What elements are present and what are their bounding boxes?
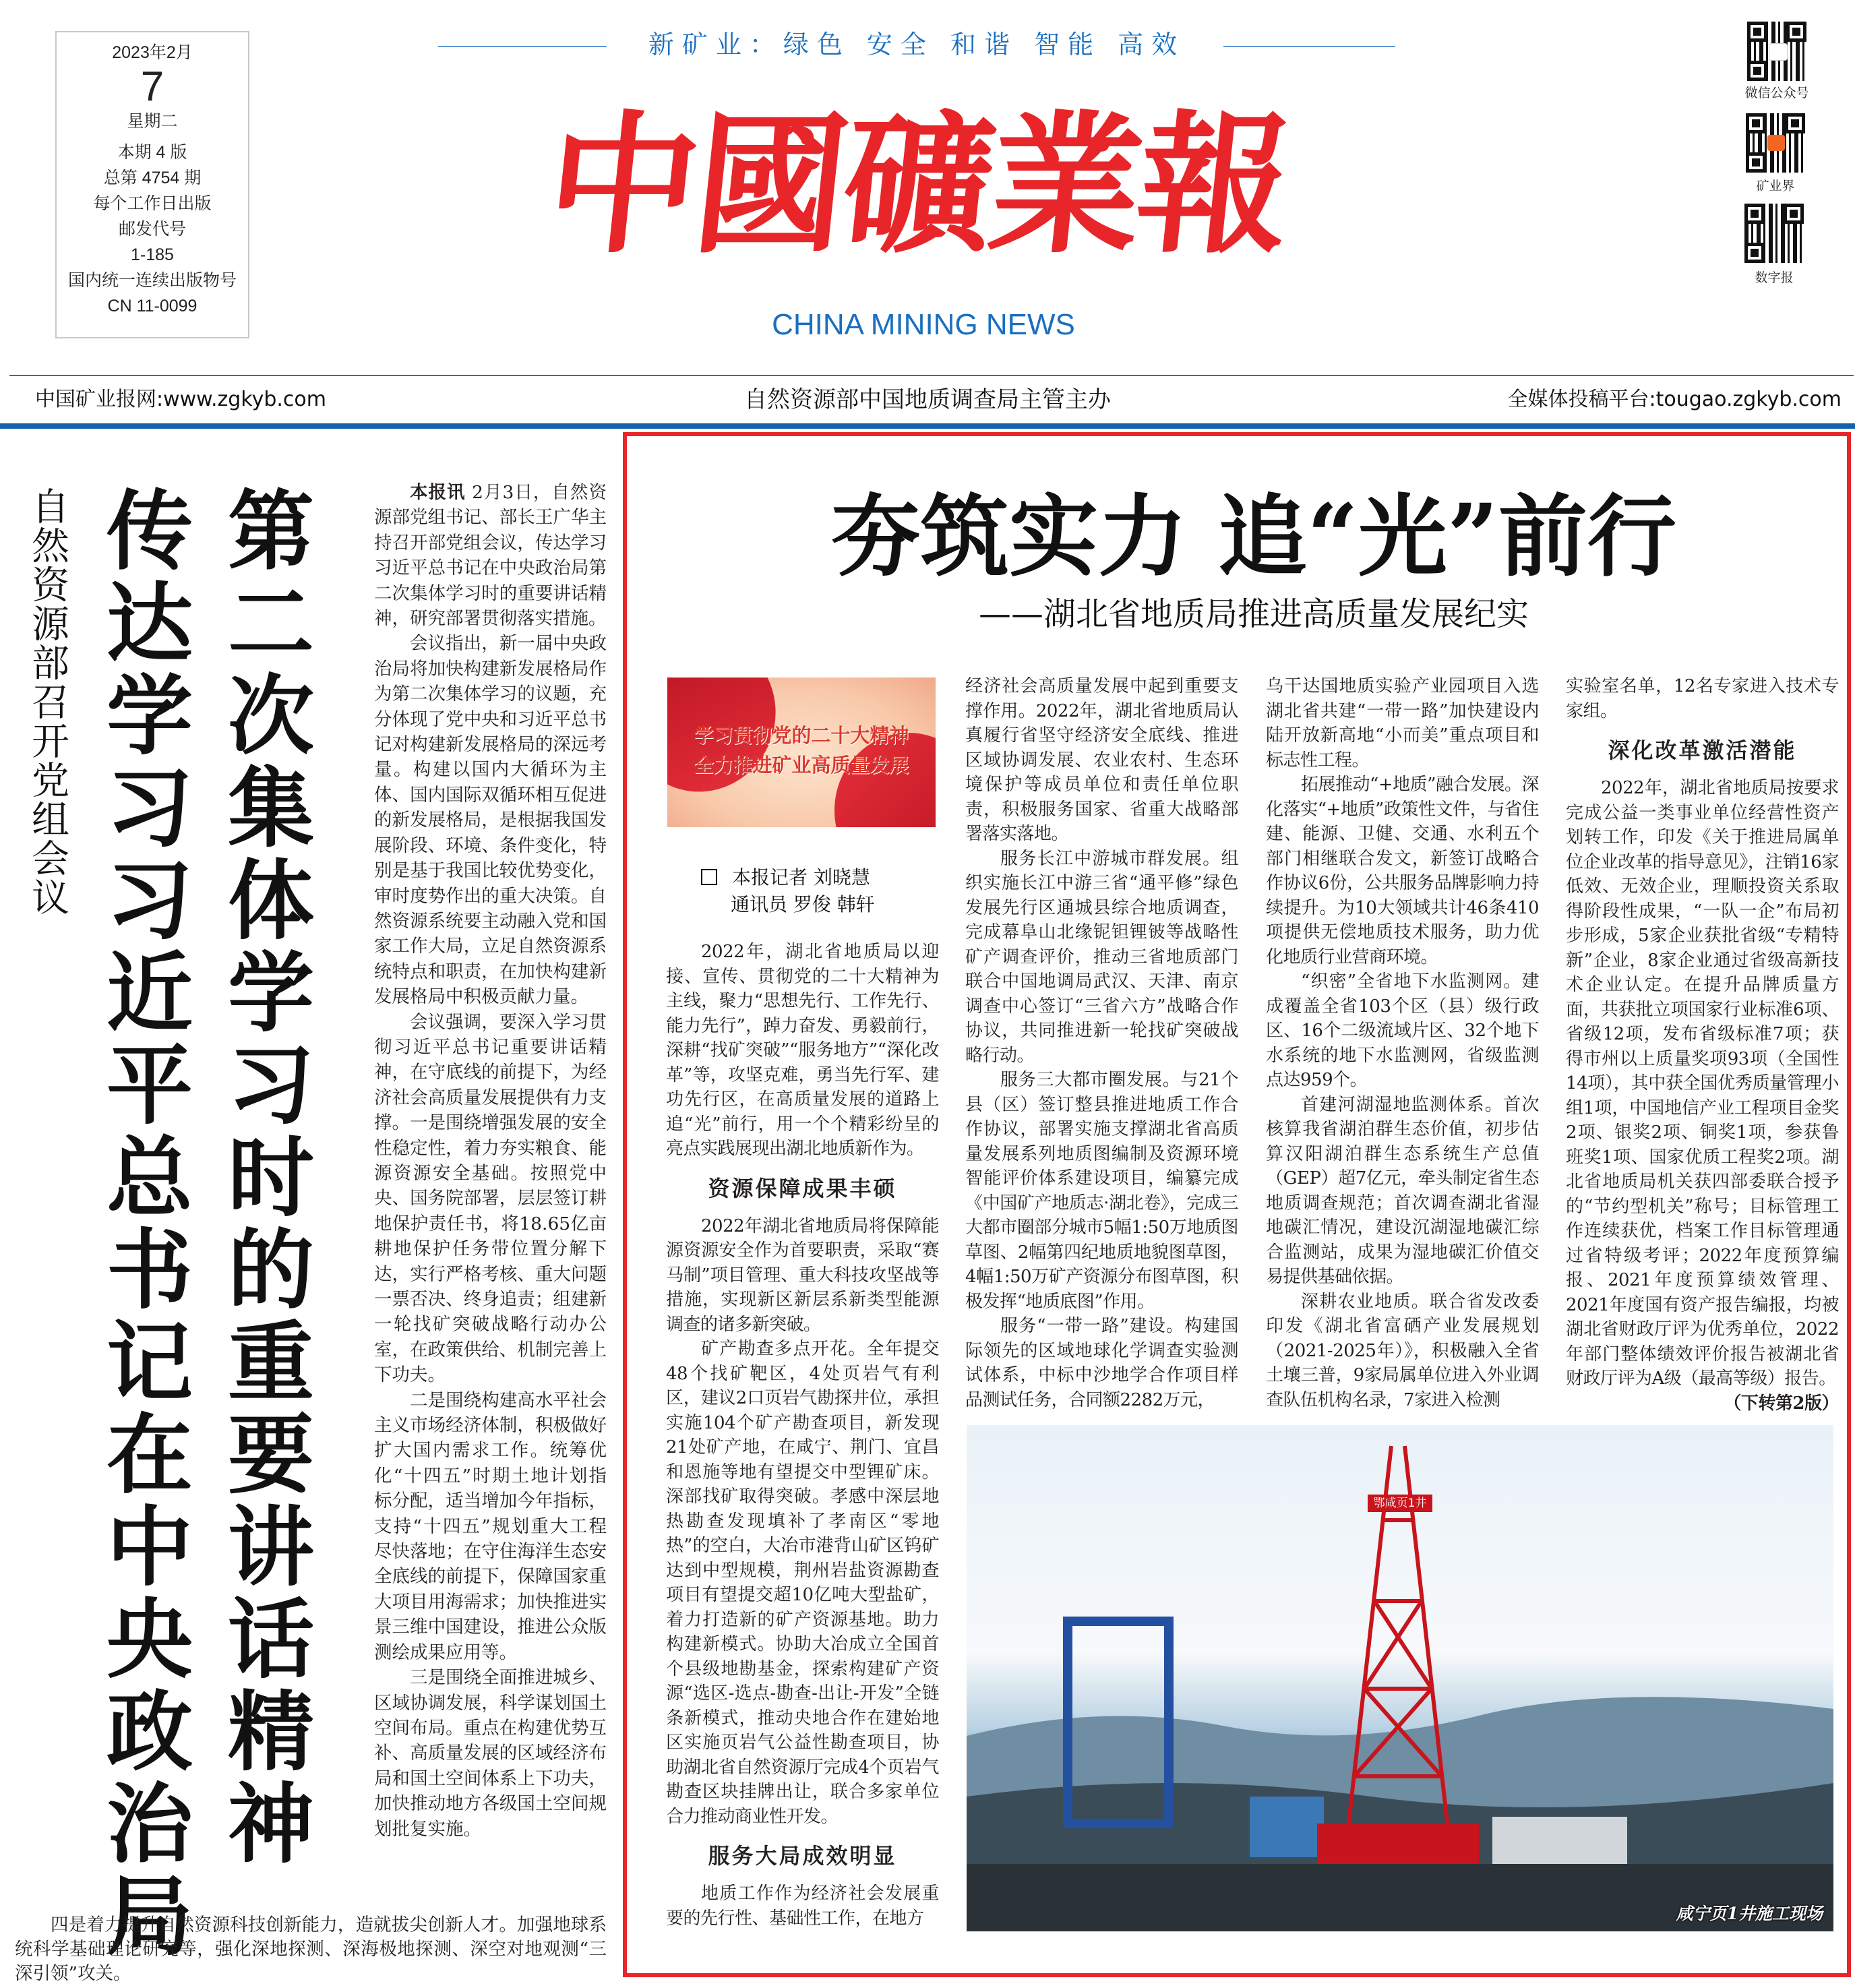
cn-label: 国内统一连续出版物号 [67,271,237,290]
paragraph: 拓展推动“+地质”融合发展。深化落实“+地质”政策性文件，与省住建、能源、卫健、交通、水利五个部门相继联合发文，新签订战略合作协议6份，公共服务品牌影响力持续提升。为10大领域共计46条410项提供无偿地质技术服务，助力优化地质行业营商环境。 [1266,775,1539,967]
left-article-headline-2: 第二次集体学习时的重要讲话精神 [213,485,313,1871]
paragraph: 本报讯 2月3日，自然资源部党组书记、部长王广华主持召开部党组会议，传达学习习近平总书记在中央政治局第二次集体学习时的重要讲话精神，研究部署贯彻落实措施。 [374,482,607,630]
main-article-title: 夯筑实力 追“光”前行 [831,485,1676,589]
paragraph: 会议强调，要深入学习贯彻习近平总书记重要讲话精神，在守底线的前提下，为经济社会高质量发展提供有力支撑。一是围绕增强发展的安全性稳定性，着力夯实粮食、能源资源安全基础。按照党中央、国务院部署，层层签订耕地保护责任书，将18.65亿亩耕地保护任务带位置分解下达，实行严格考核、重大问题一票否决、终身追责；组建新一轮找矿突破战略行动办公室，在政策供给、机制完善上下功夫。 [374,1011,607,1386]
paragraph: 2022年，湖北省地质局按要求完成公益一类事业单位经营性资产划转工作，印发《关于推进局属单位企业改革的指导意见》，注销16家低效、无效企业，理顺投资关系取得阶段性成果，“一队一企”布局初步形成，5家企业获批省级“专精特新”企业，8家企业通过省级高新技术企业认定。在提升品牌质量方面，共获批立项国家行业标准6项、省级12项，发布省级标准7项；获得市州以上质量奖项93项（全国性14项），其中获全国优秀质量管理小组1项，中国地信产业工程项目金奖2项、银奖2项、铜奖1项，参获鲁班奖1项、国家优质工程奖2项。湖北省地质局机关获四部委联合授予的“节约型机关”称号；目标管理工作连续获优，档案工作目标管理通过省特级考评；2022年度预算编报、2021年度预算绩效管理、2021年度国有资产报告编报，均被湖北省财政厅评为优秀单位，2022年部门整体绩效评价报告被湖北省财政厅评为A级（最高等级）报告。 （下转第2版） [1566,776,1839,1391]
qr-code-icon[interactable] [1746,113,1805,173]
main-article-subtitle: ——湖北省地质局推进高质量发展纪实 [978,595,1529,633]
continued-on-page-note: （下转第2版） [1724,1393,1839,1414]
left-article-headline-1: 传达学习习近平总书记在中央政治局 [92,485,192,1963]
section-heading: 服务大局成效明显 [708,1843,897,1869]
photo-caption: 咸宁页1井施工现场 [1676,1904,1823,1923]
article-column-4 [1566,674,1839,1416]
paragraph: 经济社会高质量发展中起到重要支撑作用。2022年，湖北省地质局认真履行省坚守经济安全底线、推进区域协调发展、农业农村、生态环境保护等成员单位和责任单位职责，积极服务国家、省重大战略部署落实落地。 [965,676,1238,844]
issue-weekday: 星期二 [127,112,178,131]
article-column-2 [965,674,1238,1412]
masthead-english-name: CHINA MINING NEWS [772,308,1075,341]
masthead-slogan: 新矿业：绿色 安全 和谐 智能 高效 [648,30,1186,59]
paragraph: 矿产勘查多点开花。全年提交48个找矿靶区，4处页岩气有利区，建议2口页岩气勘探井位，承担实施104个矿产勘查项目，新发现21处矿产地，在咸宁、荆门、宜昌和恩施等地有望提交中型锂矿床。深部找矿取得突破。孝感中深层地热勘查发现填补了孝南区“零地热”的空白，大冶市港背山矿区钨矿达到中型规模，荆州岩盐资源勘查项目有望提交超10亿吨大型盐矿，着力打造新的矿产资源基地。助力构建新模式。协助大冶成立全国首个县级地勘基金，探索构建矿产资源“选区-选点-勘查-出让-开发”全链条新模式，推动央地合作在建始地区实施页岩气公益性勘查项目，协助湖北省自然资源厅完成4个页岩气勘查区块挂牌出让，联合多家单位合力推动商业性开发。 [666,1339,939,1827]
paragraph: 二是围绕构建高水平社会主义市场经济体制，积极做好扩大国内需求工作。统筹优化“十四五”时期土地计划指标分配，适当增加今年指标，支持“十四五”规划重大工程尽快落地；在守住海洋生态安全底线的前提下，保障国家重大项目用海需求；加快推进实景三维中国建设，推进公众版测绘成果应用等。 [374,1389,607,1663]
issue-year-month: 2023年2月 [112,43,193,62]
sponsor-line: 自然资源部中国地质调查局主管主办 [744,386,1111,413]
postal-label: 邮发代号 [118,220,186,239]
issue-pages: 本期 4 版 [117,143,187,162]
submission-link[interactable]: 全媒体投稿平台:tougao.zgkyb.com [1507,388,1842,411]
banner-text: 学习贯彻党的二十大精神 全力推进矿业高质量发展 [694,724,909,777]
paragraph: 地质工作作为经济社会发展重要的先行性、基础性工作，在地方 [666,1884,939,1929]
qr-code-icon[interactable] [1744,204,1804,263]
lead-tag: 本报讯 [410,482,466,503]
paragraph: 2022年，湖北省地质局以迎接、宣传、贯彻党的二十大精神为主线，聚力“思想先行、工作先行、能力先行”，踔力奋发、勇毅前行，深耕“找矿突破”“服务地方”“深化改革”等，攻坚克难，勇当先行军、建功先行区，在高质量发展的道路上追“光”前行，用一个个精彩纷呈的亮点实践展现出湖北地质新作为。 [666,942,939,1159]
paragraph: 服务“一带一路”建设。构建国际领先的区域地球化学调查实验测试体系，中标中沙地学合作项目样品测试任务，合同额2282万元， [965,1316,1238,1410]
qr-label-wechat: 微信公众号 [1744,86,1809,100]
cn-code: CN 11-0099 [107,297,197,315]
paragraph: 实验室名单，12名专家进入技术专家组。 [1566,676,1839,721]
paragraph: 首建河湖湿地监测体系。首次核算我省湖泊群生态价值，初步估算汉阳湖泊群生态系统生产总值（GEP）超7亿元，牵头制定省生态地质调查规范；首次调查湖北省湿地碳汇情况，建设沉湖湿地碳汇综合监测站，成果为湿地碳汇价值交易提供基础依据。 [1266,1094,1539,1287]
paragraph: 三是围绕全面推进城乡、区域协调发展，科学谋划国土空间布局。重点在构建优势互补、高质量发展的区域经济布局和国土空间体系上下功夫，加快推动地方各级国土空间规划批复实施。 [374,1667,607,1840]
masthead-logo: 中國礦業報 [538,96,1296,274]
paragraph: 会议指出，新一届中央政治局将加快构建新发展格局作为第二次集体学习的议题，充分体现了党中央和习近平总书记对构建新发展格局的深远考量。构建以国内大循环为主体、国内国际双循环相互促进的新发展格局，是根据我国发展阶段、环境、条件变化，特别是基于我国比较优势变化，审时度势作出的重大决策。自然资源系统要主动融入党和国家工作大局，立足自然资源系统特点和职责，在加快构建新发展格局中积极贡献力量。 [374,633,607,1008]
issue-info-box [55,31,249,338]
paragraph: 服务三大都市圈发展。与21个县（区）签订整县推进地质工作合作协议，部署实施支撑湖北省高质量发展系列地质图编制及资源环境智能评价体系建设项目，编纂完成《中国矿产地质志·湖北卷》，完成三大都市圈部分城市5幅1:50万地质图草图、2幅第四纪地质地貌图草图，4幅1:50万矿产资源分布图草图，积极发挥“地质底图”作用。 [965,1070,1238,1312]
paragraph: 四是着力提升自然资源科技创新能力，造就拔尖创新人才。加强地球系统科学基础理论研究等，强化深地探测、深海极地探测、深空对地观测“三深引领”攻关。 [15,1915,607,1984]
section-heading: 资源保障成果丰硕 [708,1175,897,1201]
rig-sign: 鄂咸页1井 [1368,1495,1432,1512]
square-icon [701,869,717,885]
postal-code: 1-185 [131,245,174,264]
website-link[interactable]: 中国矿业报网:www.zgkyb.com [35,388,326,411]
section-heading: 深化改革激活潜能 [1608,737,1797,763]
issue-number: 总第 4754 期 [103,169,202,187]
issue-frequency: 每个工作日出版 [93,194,212,213]
article-column-1 [666,940,939,1931]
left-article-body [374,480,607,1842]
qr-label-digital: 数字报 [1755,270,1794,285]
issue-day: 7 [140,63,164,110]
byline: 本报记者 刘晓慧 通讯员 罗俊 韩轩 [701,864,875,918]
left-article-bottom [15,1913,607,1986]
paragraph: 2022年湖北省地质局将保障能源资源安全作为首要职责，采取“赛马制”项目管理、重大科技攻坚战等措施，实现新区新层系新类型能源调查的诸多新突破。 [666,1215,939,1335]
paragraph: 服务长江中游城市群发展。组织实施长江中游三省“通平修”绿色发展先行区通城县综合地质调查，完成幕阜山北缘铌钽锂铍等战略性矿产调查评价，推动三省地质部门联合中国地调局武汉、天津、南京调查中心签订“三省六方”战略合作协议，共同推进新一轮找矿突破战略行动。 [965,848,1238,1066]
left-article-kicker: 自然资源部召开党组会议 [26,487,69,917]
article-column-3 [1266,674,1539,1412]
paragraph: 乌干达国地质实验产业园项目入选湖北省共建“一带一路”加快建设内陆开放新高地“小而美”重点项目和标志性工程。 [1266,676,1539,771]
qr-code-icon[interactable] [1747,22,1806,81]
qr-label-app: 矿业界 [1756,179,1795,193]
paragraph: “织密”全省地下水监测网。建成覆盖全省103个区（县）级行政区、16个二级流域片区、32个地下水系统的地下水监测网，省级监测点达959个。 [1266,971,1539,1090]
paragraph: 深耕农业地质。联合省发改委印发《湖北省富硒产业发展规划（2021-2025年）》，积极融入全省土壤三普，9家局属单位进入外业调查队伍机构名录，7家进入检测 [1266,1291,1539,1410]
drilling-rig-photo [967,1425,1833,1931]
campaign-banner-image [667,677,936,827]
header-bar [0,423,1855,429]
header-rule [9,375,1854,376]
